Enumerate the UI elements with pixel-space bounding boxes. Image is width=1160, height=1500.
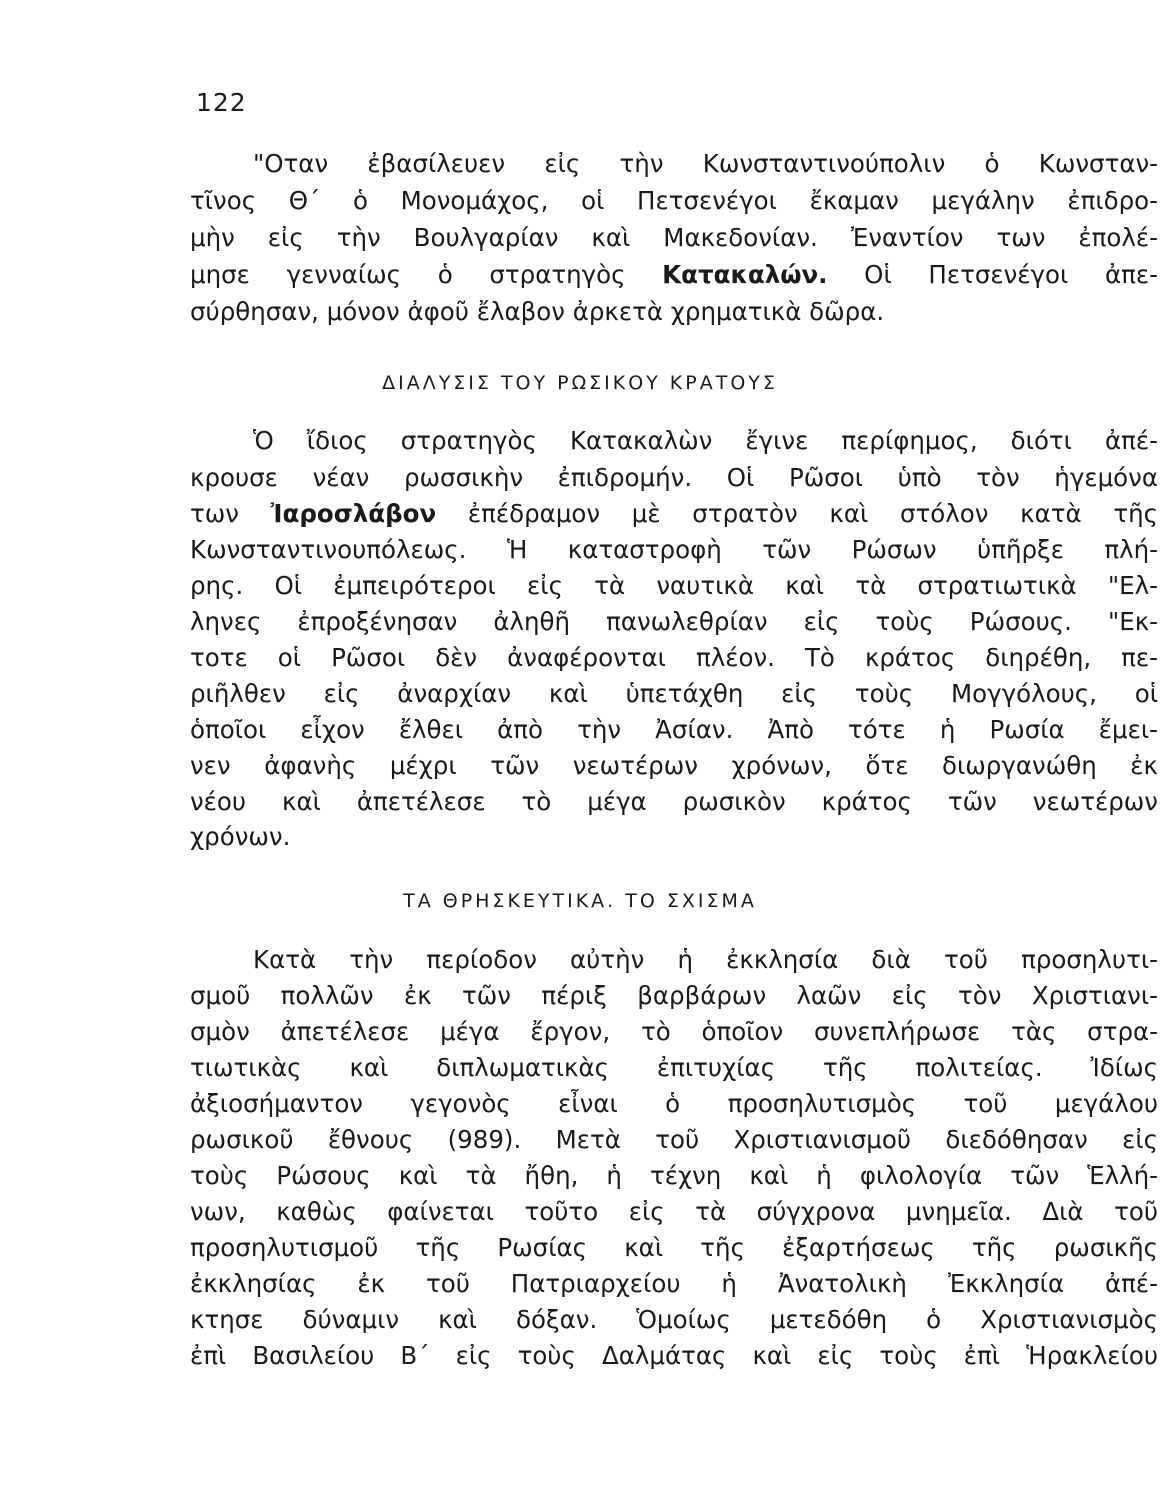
paragraph-1-line-2: τῖνος Θ΄ ὁ Μονομάχος, οἱ Πετσενέγοι ἔκαμαν μεγάλην ἐπιδρο-: [190, 186, 1158, 215]
paragraph-3-line-12: ἐπὶ Βασιλείου Β΄ εἰς τοὺς Δαλμάτας καὶ εἰς τοὺς ἐπὶ Ἡρακλείου: [190, 1341, 1158, 1370]
paragraph-3-line-10: ἐκκλησίας ἐκ τοῦ Πατριαρχείου ἡ Ἀνατολικὴ Ἐκκλησία ἀπέ-: [190, 1269, 1158, 1298]
paragraph-3-line-8: νων, καθὼς φαίνεται τοῦτο εἰς τὰ σύγχρονα μνημεῖα. Διὰ τοῦ: [190, 1197, 1158, 1226]
text-run: ἐπέδραμον μὲ στρατὸν καὶ στόλον κατὰ τῆς: [436, 499, 1158, 528]
paragraph-2-line-4: Κωνσταντινουπόλεως. Ἡ καταστροφὴ τῶν Ρώσων ὑπῆρξε πλή-: [190, 535, 1158, 564]
text-run: Οἱ Πετσενέγοι ἀπε-: [827, 260, 1158, 289]
paragraph-2-line-5: ρης. Οἱ ἐμπειρότεροι εἰς τὰ ναυτικὰ καὶ τὰ στρατιωτικὰ "Ελ-: [190, 571, 1158, 600]
paragraph-2-line-12: χρόνων.: [190, 822, 291, 851]
paragraph-2-line-3: [190, 496, 1158, 532]
paragraph-3-line-3: σμὸν ἀπετέλεσε μέγα ἔργον, τὸ ὁποῖον συνεπλήρωσε τὰς στρα-: [190, 1017, 1158, 1046]
paragraph-1-line-3: μὴν εἰς τὴν Βουλγαρίαν καὶ Μακεδονίαν. Ἐναντίον των ἐπολέ-: [190, 223, 1158, 252]
paragraph-3-line-6: ρωσικοῦ ἔθνους (989). Μετὰ τοῦ Χριστιανισμοῦ διεδόθησαν εἰς: [190, 1125, 1158, 1154]
paragraph-2-line-8: ριῆλθεν εἰς ἀναρχίαν καὶ ὑπετάχθη εἰς τοὺς Μογγόλους, οἱ: [190, 679, 1158, 708]
section-heading-dissolution: ΔΙΑΛΥΣΙΣ ΤΟΥ ΡΩΣΙΚΟΥ ΚΡΑΤΟΥΣ: [382, 372, 778, 394]
paragraph-2-line-2: κρουσε νέαν ρωσσικὴν ἐπιδρομήν. Οἱ Ρῶσοι ὑπὸ τὸν ἡγεμόνα: [190, 463, 1158, 492]
paragraph-2-line-6: ληνες ἐπροξένησαν ἀληθῆ πανωλεθρίαν εἰς τοὺς Ρώσους. "Εκ-: [190, 607, 1158, 636]
paragraph-3-line-9: προσηλυτισμοῦ τῆς Ρωσίας καὶ τῆς ἐξαρτήσεως τῆς ρωσικῆς: [190, 1233, 1158, 1262]
text-run: μησε γενναίως ὁ στρατηγὸς: [190, 260, 663, 289]
text-run: των: [190, 499, 271, 528]
paragraph-3-line-1: Κατὰ τὴν περίοδον αὐτὴν ἡ ἐκκλησία διὰ τοῦ προσηλυτι-: [253, 945, 1158, 974]
paragraph-3-line-11: κτησε δύναμιν καὶ δόξαν. Ὁμοίως μετεδόθη ὁ Χριστιανισμὸς: [190, 1305, 1158, 1334]
bold-name-iaroslav: Ἰαροσλάβον: [270, 499, 437, 528]
paragraph-1-line-1: "Οταν ἐβασίλευεν εἰς τὴν Κωνσταντινούπολιν ὁ Κωνσταν-: [253, 149, 1158, 178]
bold-name-katakalon: Κατακαλών.: [662, 260, 828, 289]
paragraph-3-line-7: τοὺς Ρώσους καὶ τὰ ἤθη, ἡ τέχνη καὶ ἡ φιλολογία τῶν Ἑλλή-: [190, 1161, 1158, 1190]
paragraph-2-line-11: νέου καὶ ἀπετέλεσε τὸ μέγα ρωσικὸν κράτος τῶν νεωτέρων: [190, 787, 1158, 816]
paragraph-2-line-1: Ὁ ἴδιος στρατηγὸς Κατακαλὼν ἔγινε περίφημος, διότι ἀπέ-: [253, 426, 1158, 455]
section-heading-religion: ΤΑ ΘΡΗΣΚΕΥΤΙΚΑ. ΤΟ ΣΧΙΣΜΑ: [403, 890, 757, 912]
paragraph-3-line-2: σμοῦ πολλῶν ἐκ τῶν πέριξ βαρβάρων λαῶν εἰς τὸν Χριστιανι-: [190, 981, 1158, 1010]
paragraph-2-line-7: τοτε οἱ Ρῶσοι δὲν ἀναφέρονται πλέον. Τὸ κράτος διηρέθη, πε-: [190, 643, 1158, 672]
paragraph-3-line-5: ἀξιοσήμαντον γεγονὸς εἶναι ὁ προσηλυτισμὸς τοῦ μεγάλου: [190, 1089, 1158, 1118]
paragraph-1-line-4: [190, 257, 1158, 293]
paragraph-1-line-5: σύρθησαν, μόνον ἀφοῦ ἔλαβον ἀρκετὰ χρηματικὰ δῶρα.: [190, 297, 885, 326]
page-number: 122: [196, 88, 247, 117]
paragraph-2-line-9: ὁποῖοι εἶχον ἔλθει ἀπὸ τὴν Ἀσίαν. Ἀπὸ τότε ἡ Ρωσία ἔμει-: [190, 715, 1158, 744]
paragraph-3-line-4: τιωτικὰς καὶ διπλωματικὰς ἐπιτυχίας τῆς πολιτείας. Ἰδίως: [190, 1053, 1158, 1082]
paragraph-2-line-10: νεν ἀφανὴς μέχρι τῶν νεωτέρων χρόνων, ὅτε διωργανώθη ἐκ: [190, 751, 1158, 780]
